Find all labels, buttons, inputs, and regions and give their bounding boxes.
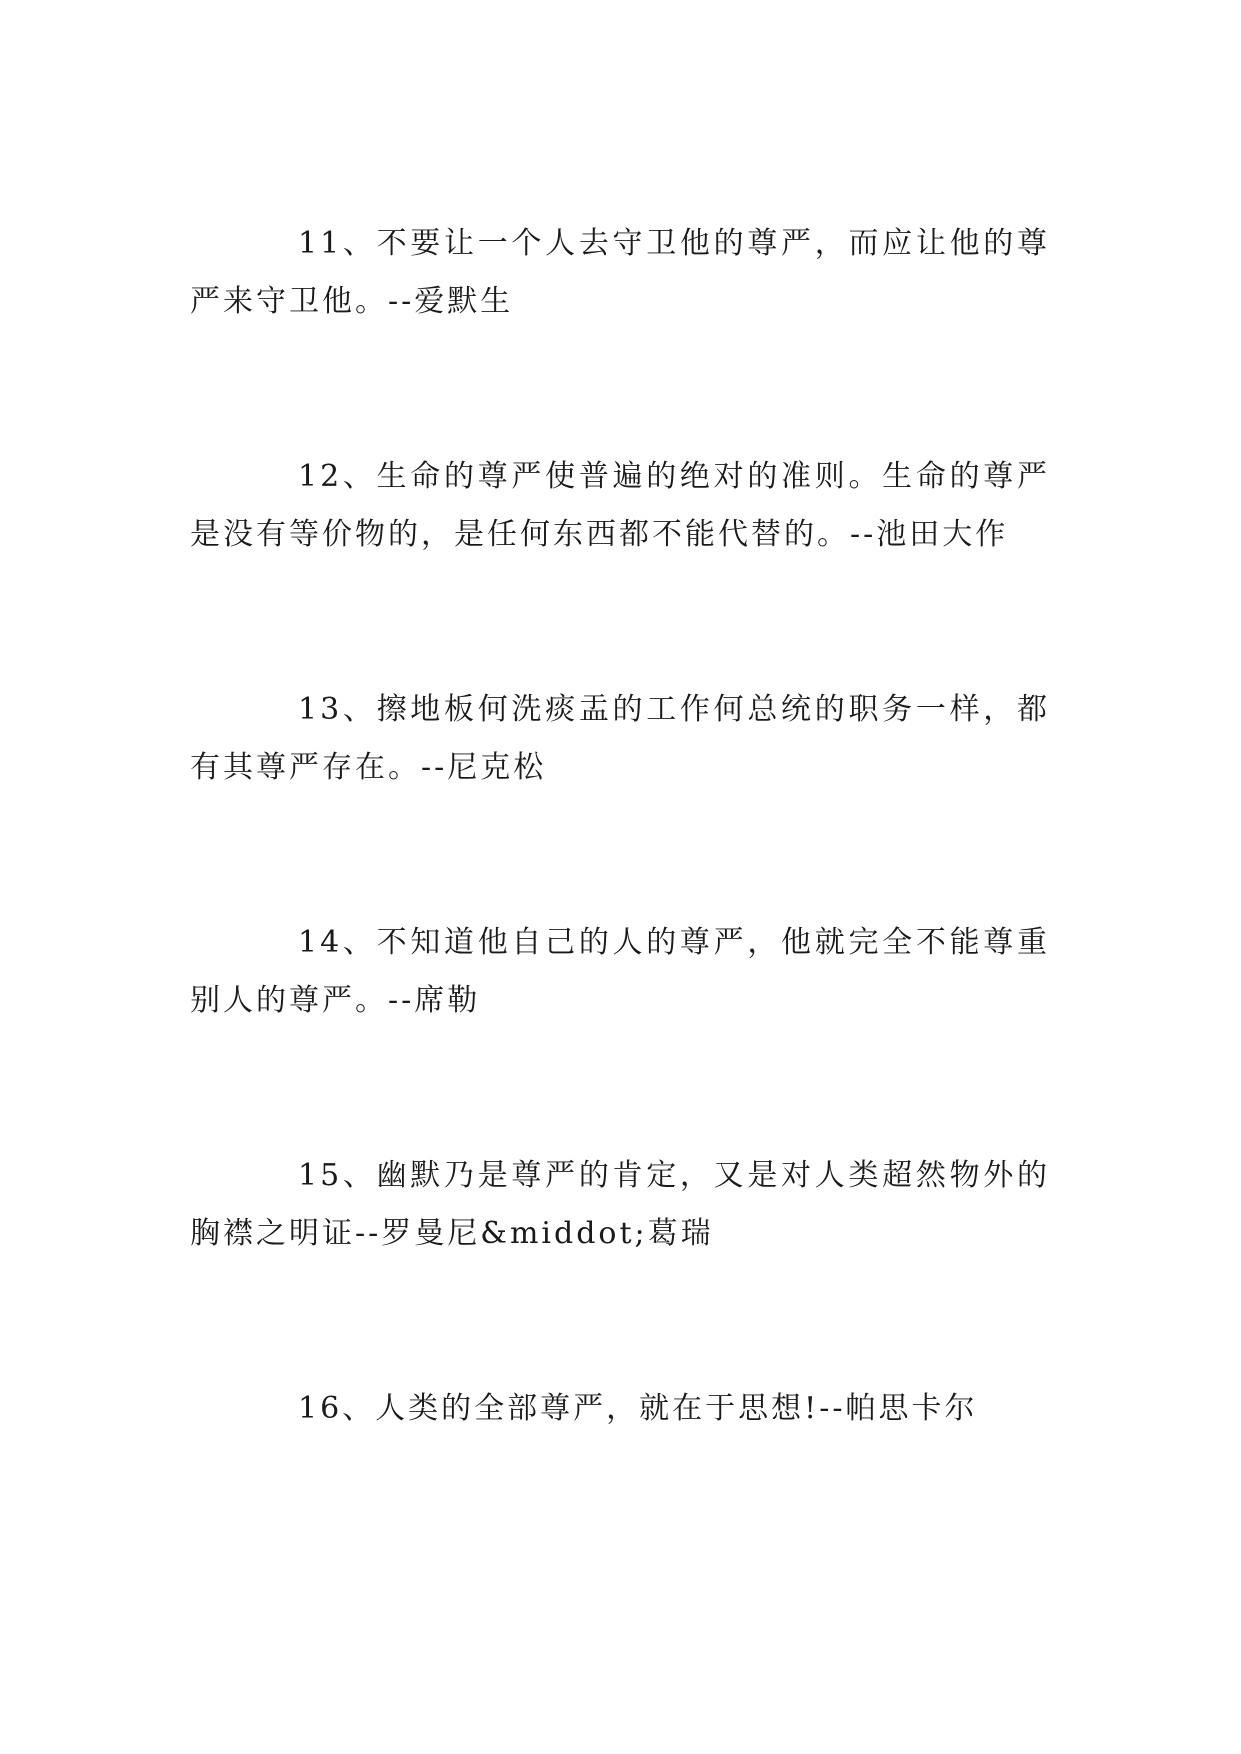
quote-paragraph: 15、幽默乃是尊严的肯定，又是对人类超然物外的胸襟之明证--罗曼尼&middot;葛瑞 — [190, 1158, 1050, 1251]
quote-paragraph: 11、不要让一个人去守卫他的尊严，而应让他的尊严来守卫他。--爱默生 — [190, 226, 1050, 319]
quote-paragraph: 12、生命的尊严使普遍的绝对的准则。生命的尊严是没有等价物的，是任何东西都不能代替的。--池田大作 — [190, 459, 1050, 552]
quote-paragraph: 16、人类的全部尊严，就在于思想!--帕思卡尔 — [298, 1391, 978, 1426]
quote-paragraph: 14、不知道他自己的人的尊严，他就完全不能尊重别人的尊严。--席勒 — [190, 925, 1050, 1018]
quote-paragraph: 13、擦地板何洗痰盂的工作何总统的职务一样，都有其尊严存在。--尼克松 — [190, 692, 1050, 785]
